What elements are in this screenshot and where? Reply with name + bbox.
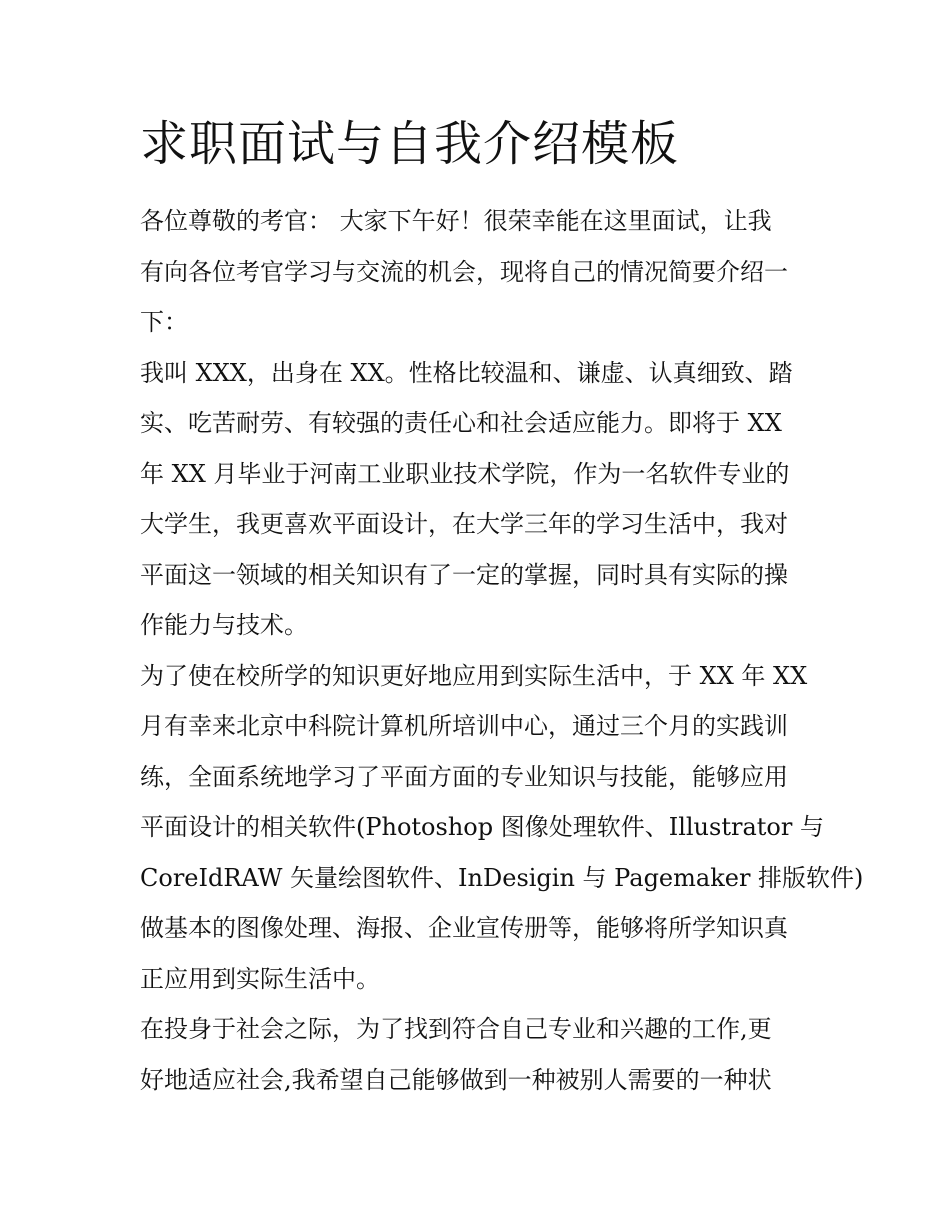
text-line: 下： [140,308,188,336]
document-body [140,196,864,1105]
text-line: 好地适应社会,我希望自己能够做到一种被别人需要的一种状 [140,1065,772,1094]
text-line: 我叫 XXX，出身在 XX。性格比较温和、谦虚、认真细致、踏 [140,358,793,387]
text-line: 实、吃苦耐劳、有较强的责任心和社会适应能力。即将于 XX [140,409,782,437]
text-line: 平面这一领域的相关知识有了一定的掌握，同时具有实际的操 [140,560,788,589]
text-line: 大学生，我更喜欢平面设计，在大学三年的学习生活中，我对 [140,510,788,538]
text-line: 作能力与技术。 [140,611,308,639]
text-line: 练，全面系统地学习了平面方面的专业知识与技能，能够应用 [140,762,788,791]
text-line: 在投身于社会之际，为了找到符合自己专业和兴趣的工作,更 [140,1015,772,1043]
text-line: 平面设计的相关软件(Photoshop 图像处理软件、Illustrator 与 [140,813,824,841]
text-line: 正应用到实际生活中。 [140,964,380,993]
text-line: 月有幸来北京中科院计算机所培训中心，通过三个月的实践训 [140,712,788,740]
document-title: 求职面试与自我介绍模板 [140,116,680,172]
text-line: 为了使在校所学的知识更好地应用到实际生活中，于 XX 年 XX [140,661,808,690]
text-line: 有向各位考官学习与交流的机会，现将自己的情况简要介绍一 [140,257,788,286]
text-line: 各位尊敬的考官： 大家下午好！很荣幸能在这里面试，让我 [140,207,772,235]
text-line: CoreIdRAW 矢量绘图软件、InDesigin 与 Pagemaker 排版软件) [140,863,864,892]
text-line: 年 XX 月毕业于河南工业职业技术学院，作为一名软件专业的 [140,459,790,488]
text-line: 做基本的图像处理、海报、企业宣传册等，能够将所学知识真 [140,914,788,942]
